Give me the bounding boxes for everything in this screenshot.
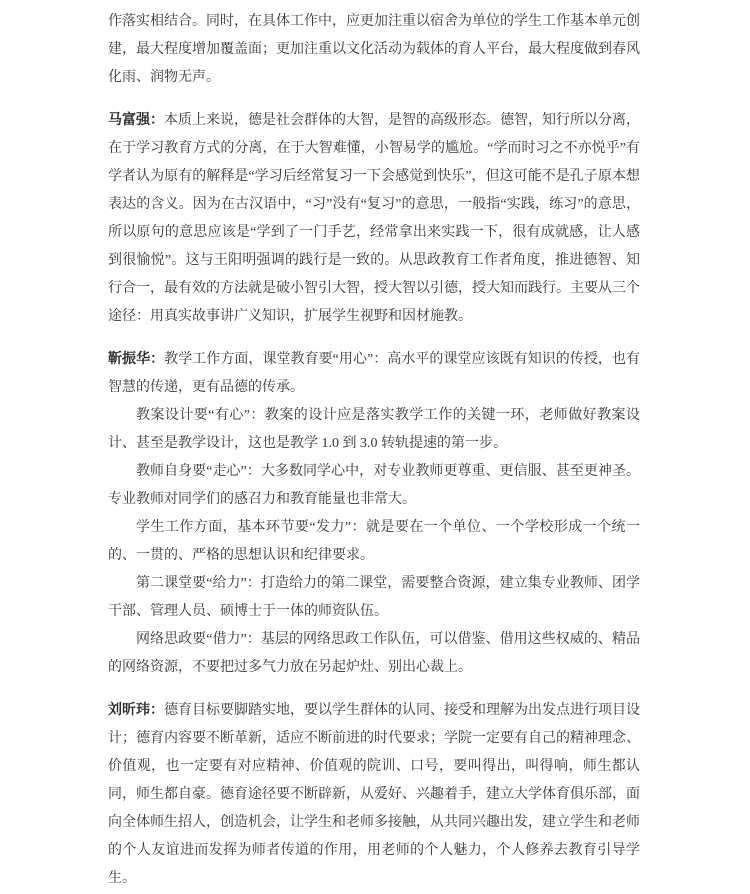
paragraph-text: 教师自身要“走心”：大多数同学心中，对专业教师更尊重、更信服、甚至更神圣。专业教师对同学们的感召力和教育能量也非常大。 (108, 464, 640, 507)
paragraph (108, 570, 640, 626)
paragraph-text: 作落实相结合。同时，在具体工作中，应更加注重以宿舍为单位的学生工作基本单元创建，最大程度增加覆盖面；更加注重以文化活动为载体的育人平台，最大程度做到春风化雨、润物无声。 (108, 14, 640, 85)
paragraph-text: 学生工作方面，基本环节要“发力”：就是要在一个单位、一个学校形成一个统一的、一贯的、严格的思想认识和纪律要求。 (108, 520, 640, 563)
paragraph-text: 第二课堂要“给力”：打造给力的第二课堂，需要整合资源，建立集专业教师、团学干部、管理人员、硕博士于一体的师资队伍。 (108, 576, 640, 619)
paragraph (108, 8, 640, 92)
speaker-name: 刘昕玮： (108, 703, 164, 718)
paragraph (108, 697, 640, 893)
paragraph (108, 514, 640, 570)
paragraph-text: 教学工作方面，课堂教育要“用心”：高水平的课堂应该既有知识的传授，也有智慧的传递，更有品德的传承。 (108, 352, 640, 395)
paragraph (108, 346, 640, 402)
paragraph (108, 107, 640, 331)
speaker-name: 靳振华： (108, 352, 165, 367)
paragraph-text: 德育目标要脚踏实地，要以学生群体的认同、接受和理解为出发点进行项目设计；德育内容要不断革新，适应不断前进的时代要求；学院一定要有自己的精神理念、价值观，也一定要有对应精神、价值观的院训、口号，要叫得出，叫得响，师生都认同，师生都自豪。德育途径要不断辟新，从爱好、兴趣着手，建立大学体育俱乐部，面向全体师生招人，创造机会，让学生和老师多接触，从共同兴趣出发，建立学生和老师的个人友谊进而发挥为师者传道的作用，用老师的个人魅力，个人修养去教育引导学生。 (108, 703, 640, 886)
speaker-name: 马富强： (108, 113, 164, 128)
document-body (108, 8, 640, 893)
paragraph (108, 626, 640, 682)
paragraph-text: 本质上来说，德是社会群体的大智，是智的高级形态。德智，知行所以分离，在于学习教育方式的分离，在于大智难懂，小智易学的尴尬。“学而时习之不亦悦乎”有学者认为原有的解释是“学习后经常复习一下会感觉到快乐”，但这可能不是孔子原本想表达的含义。因为在古汉语中，“习”没有“复习”的意思，一般指“实践，练习”的意思，所以原句的意思应该是“学到了一门手艺，经常拿出来实践一下，很有成就感，让人感到很愉悦”。这与王阳明强调的践行是一致的。从思政教育工作者角度，推进德智、知行合一，最有效的方法就是破小智引大智，授大智以引德，授大知而践行。主要从三个途径：用真实故事讲广义知识，扩展学生视野和因材施教。 (108, 113, 640, 324)
paragraph-text: 教案设计要“有心”：教案的设计应是落实教学工作的关键一环，老师做好教案设计、甚至是教学设计，这也是教学 1.0 到 3.0 转轨提速的第一步。 (108, 408, 640, 451)
paragraph (108, 458, 640, 514)
paragraph-text: 网络思政要“借力”：基层的网络思政工作队伍，可以借鉴、借用这些权威的、精品的网络资源，不要把过多气力放在另起炉灶、别出心裁上。 (108, 632, 640, 675)
paragraph (108, 402, 640, 458)
